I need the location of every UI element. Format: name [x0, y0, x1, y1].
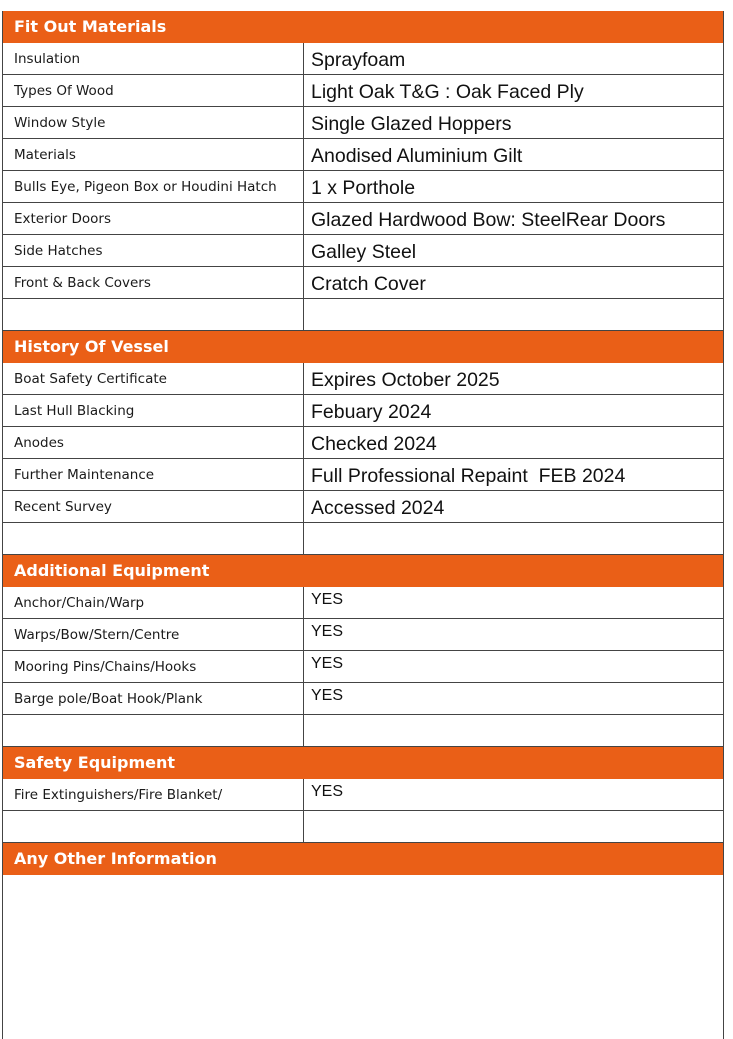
row-value: Light Oak T&G : Oak Faced Ply [311, 81, 584, 103]
table-row [2, 171, 724, 203]
row-value: Cratch Cover [311, 273, 426, 295]
row-value: YES [311, 591, 344, 608]
table-row [2, 363, 724, 395]
row-value: YES [311, 783, 344, 800]
row-value: 1 x Porthole [311, 177, 416, 199]
table-row [2, 107, 724, 139]
table-row [2, 235, 724, 267]
table-row [2, 651, 724, 683]
row-value: Expires October 2025 [311, 369, 500, 391]
row-label: Window Style [3, 107, 304, 138]
row-label: Exterior Doors [3, 203, 304, 234]
row-value-empty [304, 715, 723, 746]
table-row [2, 459, 724, 491]
row-value: YES [311, 623, 344, 640]
row-label: Insulation [3, 43, 304, 74]
table-row [2, 619, 724, 651]
row-label: Barge pole/Boat Hook/Plank [3, 683, 304, 714]
table-row [2, 683, 724, 715]
row-label-empty [3, 299, 304, 330]
section-header-fit-out: Fit Out Materials [2, 11, 724, 43]
blank-row [2, 715, 724, 747]
other-information-box [2, 875, 724, 1039]
row-label: Front & Back Covers [3, 267, 304, 298]
row-label: Recent Survey [3, 491, 304, 522]
row-label: Last Hull Blacking [3, 395, 304, 426]
section-header-history: History Of Vessel [2, 331, 724, 363]
row-label: Side Hatches [3, 235, 304, 266]
row-label: Mooring Pins/Chains/Hooks [3, 651, 304, 682]
row-label: Further Maintenance [3, 459, 304, 490]
section-header-additional: Additional Equipment [2, 555, 724, 587]
row-value: Single Glazed Hoppers [311, 113, 512, 135]
table-row [2, 203, 724, 235]
row-value: YES [311, 655, 344, 672]
row-label-empty [3, 523, 304, 554]
row-label: Fire Extinguishers/Fire Blanket/ [3, 779, 304, 810]
row-label: Warps/Bow/Stern/Centre [3, 619, 304, 650]
row-label: Boat Safety Certificate [3, 363, 304, 394]
row-value-empty [304, 299, 723, 330]
table-row [2, 139, 724, 171]
table-row [2, 587, 724, 619]
table-row [2, 427, 724, 459]
spec-sheet [2, 11, 724, 1039]
table-row [2, 75, 724, 107]
table-row [2, 267, 724, 299]
row-value: Full Professional Repaint FEB 2024 [311, 465, 626, 487]
table-row [2, 491, 724, 523]
row-value: Accessed 2024 [311, 497, 445, 519]
row-value: Glazed Hardwood Bow: SteelRear Doors [311, 209, 666, 231]
row-label: Types Of Wood [3, 75, 304, 106]
row-label: Anchor/Chain/Warp [3, 587, 304, 618]
row-value: Galley Steel [311, 241, 417, 263]
row-value: Sprayfoam [311, 49, 406, 71]
table-row [2, 395, 724, 427]
row-label-empty [3, 811, 304, 842]
row-value: Checked 2024 [311, 433, 437, 455]
row-label-empty [3, 715, 304, 746]
table-row [2, 779, 724, 811]
blank-row [2, 299, 724, 331]
table-row [2, 43, 724, 75]
row-value-empty [304, 811, 723, 842]
blank-row [2, 811, 724, 843]
row-label: Bulls Eye, Pigeon Box or Houdini Hatch [3, 171, 304, 202]
section-header-other: Any Other Information [2, 843, 724, 875]
row-value: YES [311, 687, 344, 704]
row-label: Anodes [3, 427, 304, 458]
section-header-safety: Safety Equipment [2, 747, 724, 779]
row-value-empty [304, 523, 723, 554]
blank-row [2, 523, 724, 555]
row-value: Febuary 2024 [311, 401, 432, 423]
row-value: Anodised Aluminium Gilt [311, 145, 523, 167]
row-label: Materials [3, 139, 304, 170]
